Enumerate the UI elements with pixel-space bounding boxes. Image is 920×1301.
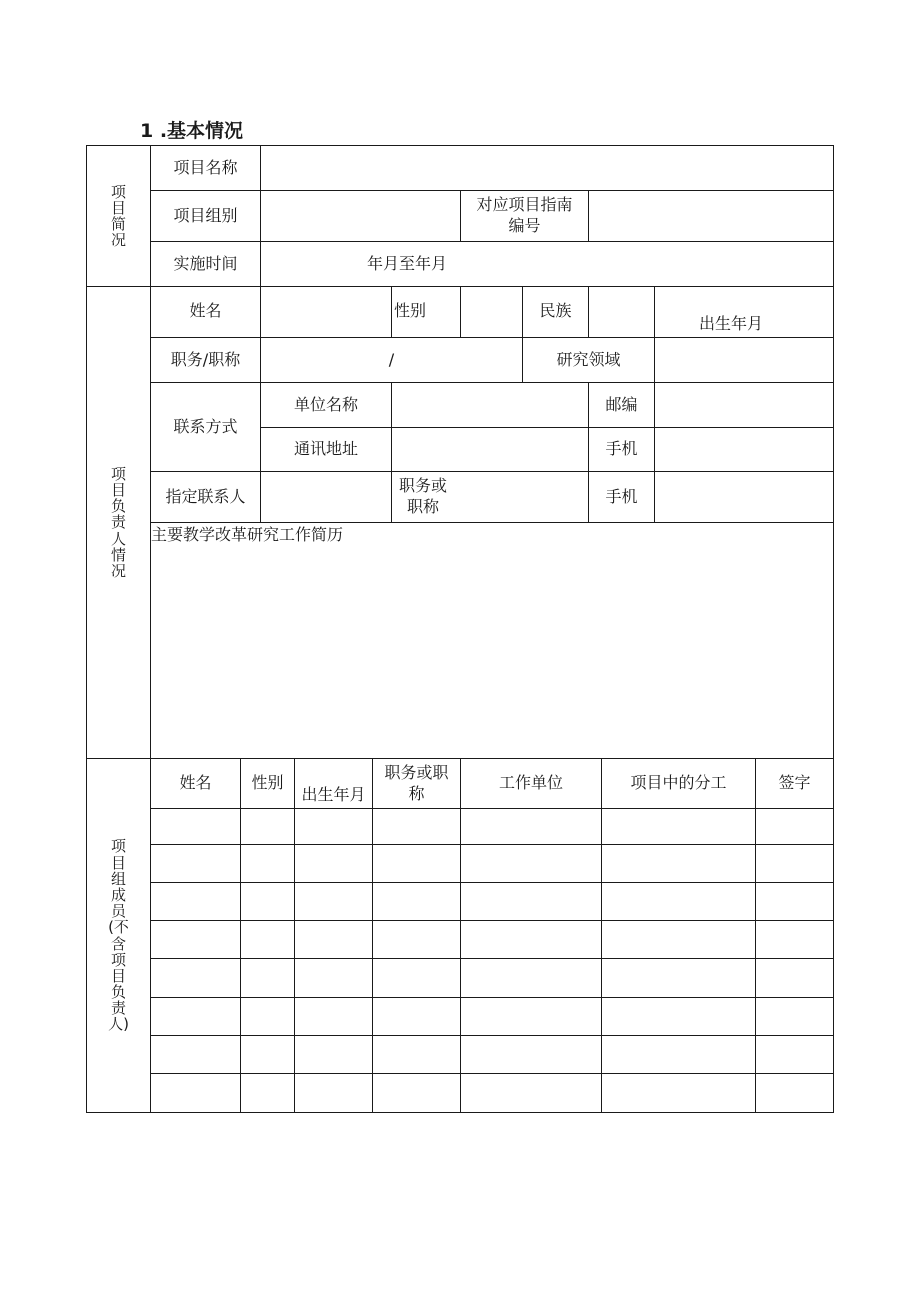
section-heading: 1 .基本情况 xyxy=(140,120,244,142)
ethnicity-label: 民族 xyxy=(539,301,572,320)
name-field[interactable] xyxy=(261,287,391,337)
contact-mobile-label: 手机 xyxy=(605,486,638,506)
research-field-label: 研究领域 xyxy=(556,349,621,369)
gender-label: 性别 xyxy=(394,301,427,320)
project-overview-section-label: 项目简况 xyxy=(110,182,126,250)
contact-position-label: 职务或职称 xyxy=(398,476,447,516)
unit-name-label: 单位名称 xyxy=(293,394,358,414)
ethnicity-field[interactable] xyxy=(589,287,654,337)
table-line xyxy=(150,808,834,809)
project-name-label: 项目名称 xyxy=(173,157,238,177)
column-header-workplace: 工作单位 xyxy=(498,773,563,793)
table-line xyxy=(150,1073,834,1074)
column-header-birth: 出生年月 xyxy=(301,785,366,805)
table-line xyxy=(150,958,834,959)
guide-number-field[interactable] xyxy=(589,191,833,241)
birth-date-field[interactable] xyxy=(763,287,833,337)
project-name-field[interactable] xyxy=(261,146,833,190)
contact-label: 联系方式 xyxy=(173,416,238,436)
position-field[interactable]: / xyxy=(388,349,395,369)
position-label: 职务/职称 xyxy=(170,349,241,369)
contact-mobile-field[interactable] xyxy=(655,472,833,522)
address-label: 通讯地址 xyxy=(293,439,358,459)
name-label: 姓名 xyxy=(189,301,222,320)
table-line xyxy=(150,920,834,921)
resume-area[interactable]: 主要教学改革研究工作简历 xyxy=(151,525,344,544)
mobile-field[interactable] xyxy=(655,428,833,471)
postcode-field[interactable] xyxy=(655,383,833,427)
table-line xyxy=(294,758,295,1113)
address-field[interactable] xyxy=(392,428,588,471)
unit-name-field[interactable] xyxy=(392,383,588,427)
column-header-gender: 性别 xyxy=(251,773,284,793)
table-line xyxy=(755,758,756,1113)
designated-contact-field[interactable] xyxy=(261,472,391,522)
postcode-label: 邮编 xyxy=(605,394,638,414)
table-line xyxy=(150,1035,834,1036)
table-line xyxy=(460,758,461,1113)
members-section-label: 项目组成员(不含项目负责人) xyxy=(108,837,129,1034)
period-field[interactable]: 年月至年月 xyxy=(367,253,448,273)
table-border-right xyxy=(833,145,834,1113)
table-line xyxy=(150,844,834,845)
birth-date-label: 出生年月 xyxy=(698,314,763,334)
table-line xyxy=(150,882,834,883)
project-group-field[interactable] xyxy=(261,191,460,241)
guide-number-label: 对应项目指南编号 xyxy=(476,195,573,235)
designated-contact-label: 指定联系人 xyxy=(165,486,246,506)
gender-field[interactable] xyxy=(461,287,522,337)
column-header-position: 职务或职称 xyxy=(384,762,449,803)
column-header-signature: 签字 xyxy=(778,773,811,793)
table-line xyxy=(601,758,602,1113)
project-group-label: 项目组别 xyxy=(173,205,238,225)
column-header-role: 项目中的分工 xyxy=(630,773,727,793)
leader-section-label: 项目负责人情况 xyxy=(110,464,126,580)
research-field-input[interactable] xyxy=(655,338,833,382)
table-line xyxy=(240,758,241,1113)
period-label: 实施时间 xyxy=(173,253,238,273)
mobile-label: 手机 xyxy=(605,439,638,459)
column-header-name: 姓名 xyxy=(179,773,212,793)
table-line xyxy=(372,758,373,1113)
table-line xyxy=(150,997,834,998)
